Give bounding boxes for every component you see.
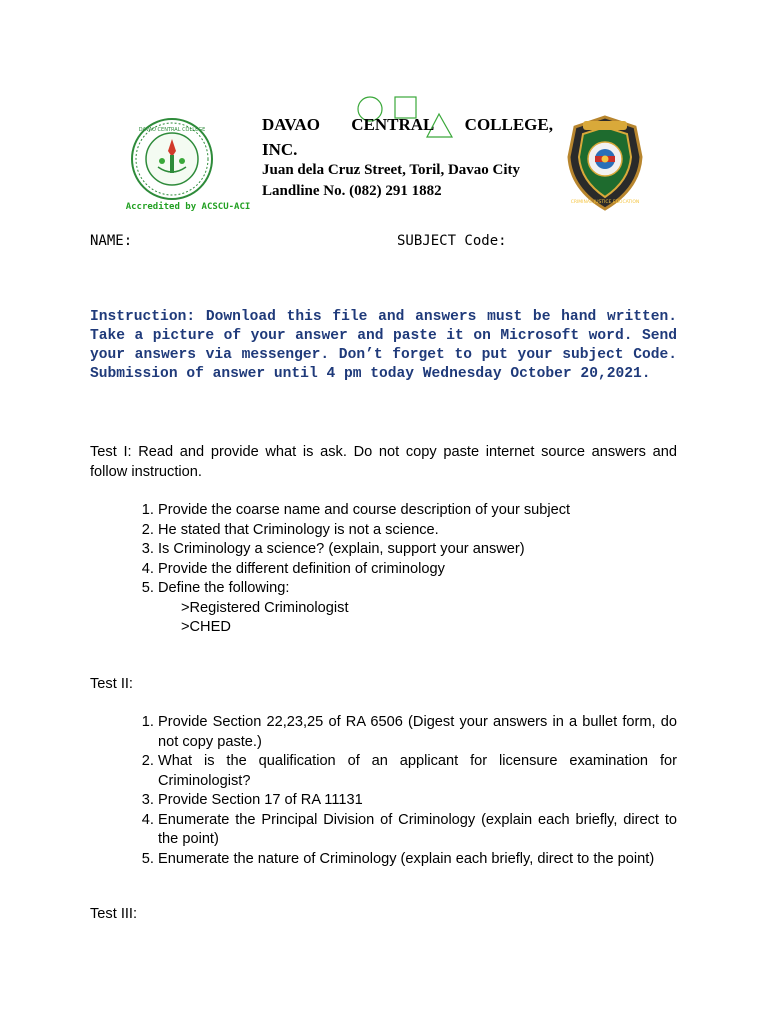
- test2-question: 2. What is the qualification of an applicant for licensure examination for Criminologist?: [158, 752, 677, 791]
- test1-intro: Test I: Read and provide what is ask. Do not copy paste internet source answers and follow instruction.: [90, 444, 677, 480]
- college-name: DAVAO CENTRAL COLLEGE,: [262, 115, 553, 134]
- test3-heading: Test III:: [90, 906, 138, 922]
- test1-question: 2. He stated that Criminology is not a science.: [158, 521, 677, 541]
- test2-question: 5. Enumerate the nature of Criminology (explain each briefly, direct to the point): [158, 850, 677, 870]
- test2-question: 4. Enumerate the Principal Division of Criminology (explain each briefly, direct to the point): [158, 811, 677, 850]
- test1-question: 1. Provide the coarse name and course description of your subject: [158, 501, 677, 521]
- criminal-justice-badge-logo: [565, 113, 645, 213]
- college-landline: Landline No. (082) 291 1882: [262, 183, 442, 199]
- test1-question: [158, 579, 677, 638]
- test1-question-text: Define the following:: [158, 580, 290, 596]
- seal-text: DAVAO CENTRAL COLLEGE: [138, 127, 206, 133]
- test1-question: 4. Provide the different definition of criminology: [158, 560, 677, 580]
- name-label: NAME:: [90, 233, 133, 249]
- instruction-paragraph: Instruction: Download this file and answers must be hand written. Take a picture of your answer and paste it on Microsoft word. Send your answers via messenger. Don’t forget to put your subject Code. Submission of answer until 4 pm today Wednesday October 20,2021.: [90, 309, 677, 382]
- subject-code-label: SUBJECT Code:: [397, 233, 507, 249]
- college-address: Juan dela Cruz Street, Toril, Davao City: [262, 162, 521, 178]
- define-term: >Registered Criminologist: [181, 599, 349, 616]
- test2-question: 1. Provide Section 22,23,25 of RA 6506 (Digest your answers in a bullet form, do not copy paste.): [158, 713, 677, 752]
- test1-question: 3. Is Criminology a science? (explain, support your answer): [158, 540, 677, 560]
- test1-question-list: [90, 501, 677, 638]
- test2-question: 3. Provide Section 17 of RA 11131: [158, 791, 677, 811]
- college-name-suffix: INC.: [262, 140, 298, 159]
- test2-heading: Test II:: [90, 676, 133, 692]
- define-term: >CHED: [181, 619, 231, 635]
- badge-text: CRIMINAL JUSTICE EDUCATION: [570, 200, 640, 205]
- test2-question-list: [90, 713, 677, 869]
- accreditation-note: Accredited by ACSCU-ACI: [125, 202, 251, 212]
- college-seal-logo: [130, 117, 214, 201]
